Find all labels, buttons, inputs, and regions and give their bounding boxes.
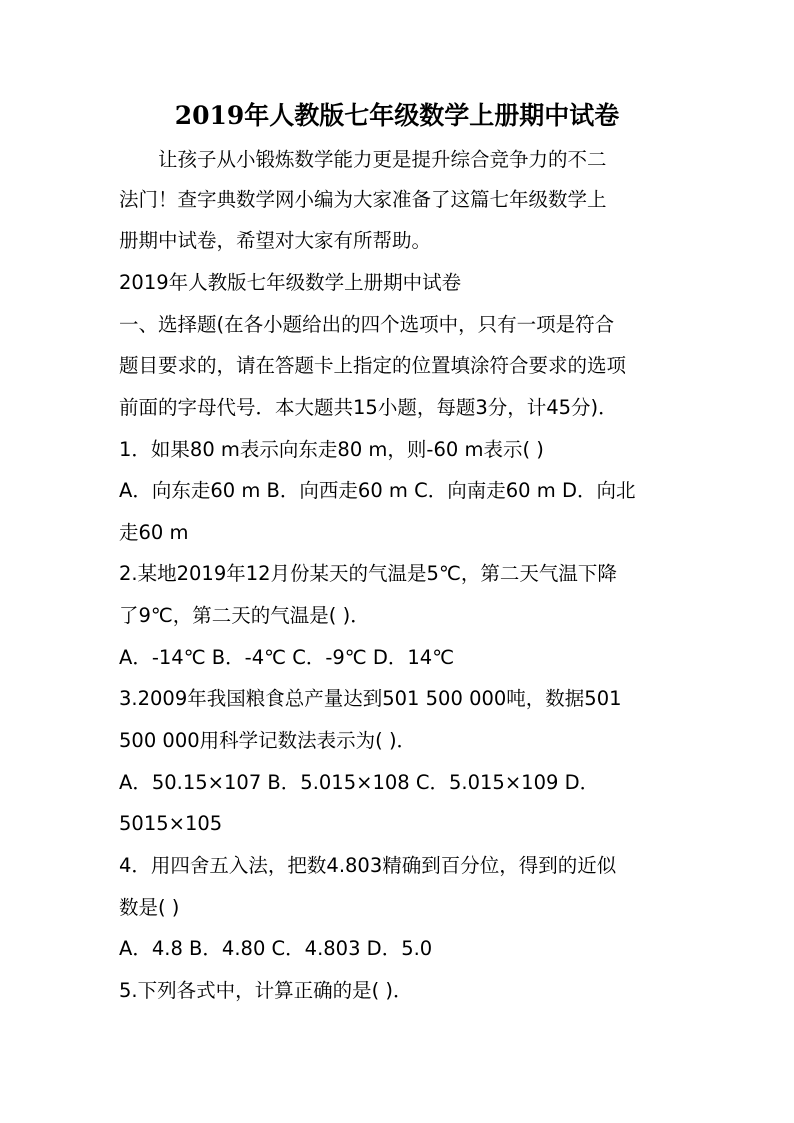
question-3-cont: 500 000用科学记数法表示为( )．: [119, 729, 417, 752]
instructions-line-3: 前面的字母代号．本大题共15小题，每题3分，计45分)．: [119, 396, 618, 419]
question-2-options: A．-14℃ B．-4℃ C．-9℃ D．14℃: [119, 646, 455, 669]
intro-line-1: 让孩子从小锻炼数学能力更是提升综合竞争力的不二: [158, 148, 607, 171]
instructions-line-2: 题目要求的，请在答题卡上指定的位置填涂符合要求的选项: [119, 354, 627, 377]
question-3-options-cont: 5015×105: [119, 812, 223, 835]
section-title: 2019年人教版七年级数学上册期中试卷: [119, 271, 462, 294]
instructions-line-1: 一、选择题(在各小题给出的四个选项中，只有一项是符合: [119, 313, 615, 336]
question-4-options: A．4.8 B．4.80 C．4.803 D．5.0: [119, 937, 433, 960]
intro-line-3: 册期中试卷，希望对大家有所帮助。: [119, 229, 432, 252]
question-1-options-cont: 走60 m: [119, 521, 189, 544]
question-4-cont: 数是( ): [119, 896, 180, 919]
question-2: 2.某地2019年12月份某天的气温是5℃，第二天气温下降: [119, 562, 617, 585]
question-1-options: A．向东走60 m B．向西走60 m C．向南走60 m D．向北: [119, 479, 636, 502]
question-3-options: A．50.15×107 B．5.015×108 C．5.015×109 D．: [119, 771, 600, 794]
question-1: 1．如果80 m表示向东走80 m，则-60 m表示( ): [119, 438, 544, 461]
question-3: 3.2009年我国粮食总产量达到501 500 000吨，数据501: [119, 687, 622, 710]
question-2-cont: 了9℃，第二天的气温是( )．: [119, 604, 370, 627]
document-title: 2019年人教版七年级数学上册期中试卷: [174, 101, 620, 130]
question-4: 4．用四舍五入法，把数4.803精确到百分位，得到的近似: [119, 854, 617, 877]
question-5: 5.下列各式中，计算正确的是( )．: [119, 979, 413, 1002]
intro-line-2: 法门！查字典数学网小编为大家准备了这篇七年级数学上: [119, 188, 607, 211]
